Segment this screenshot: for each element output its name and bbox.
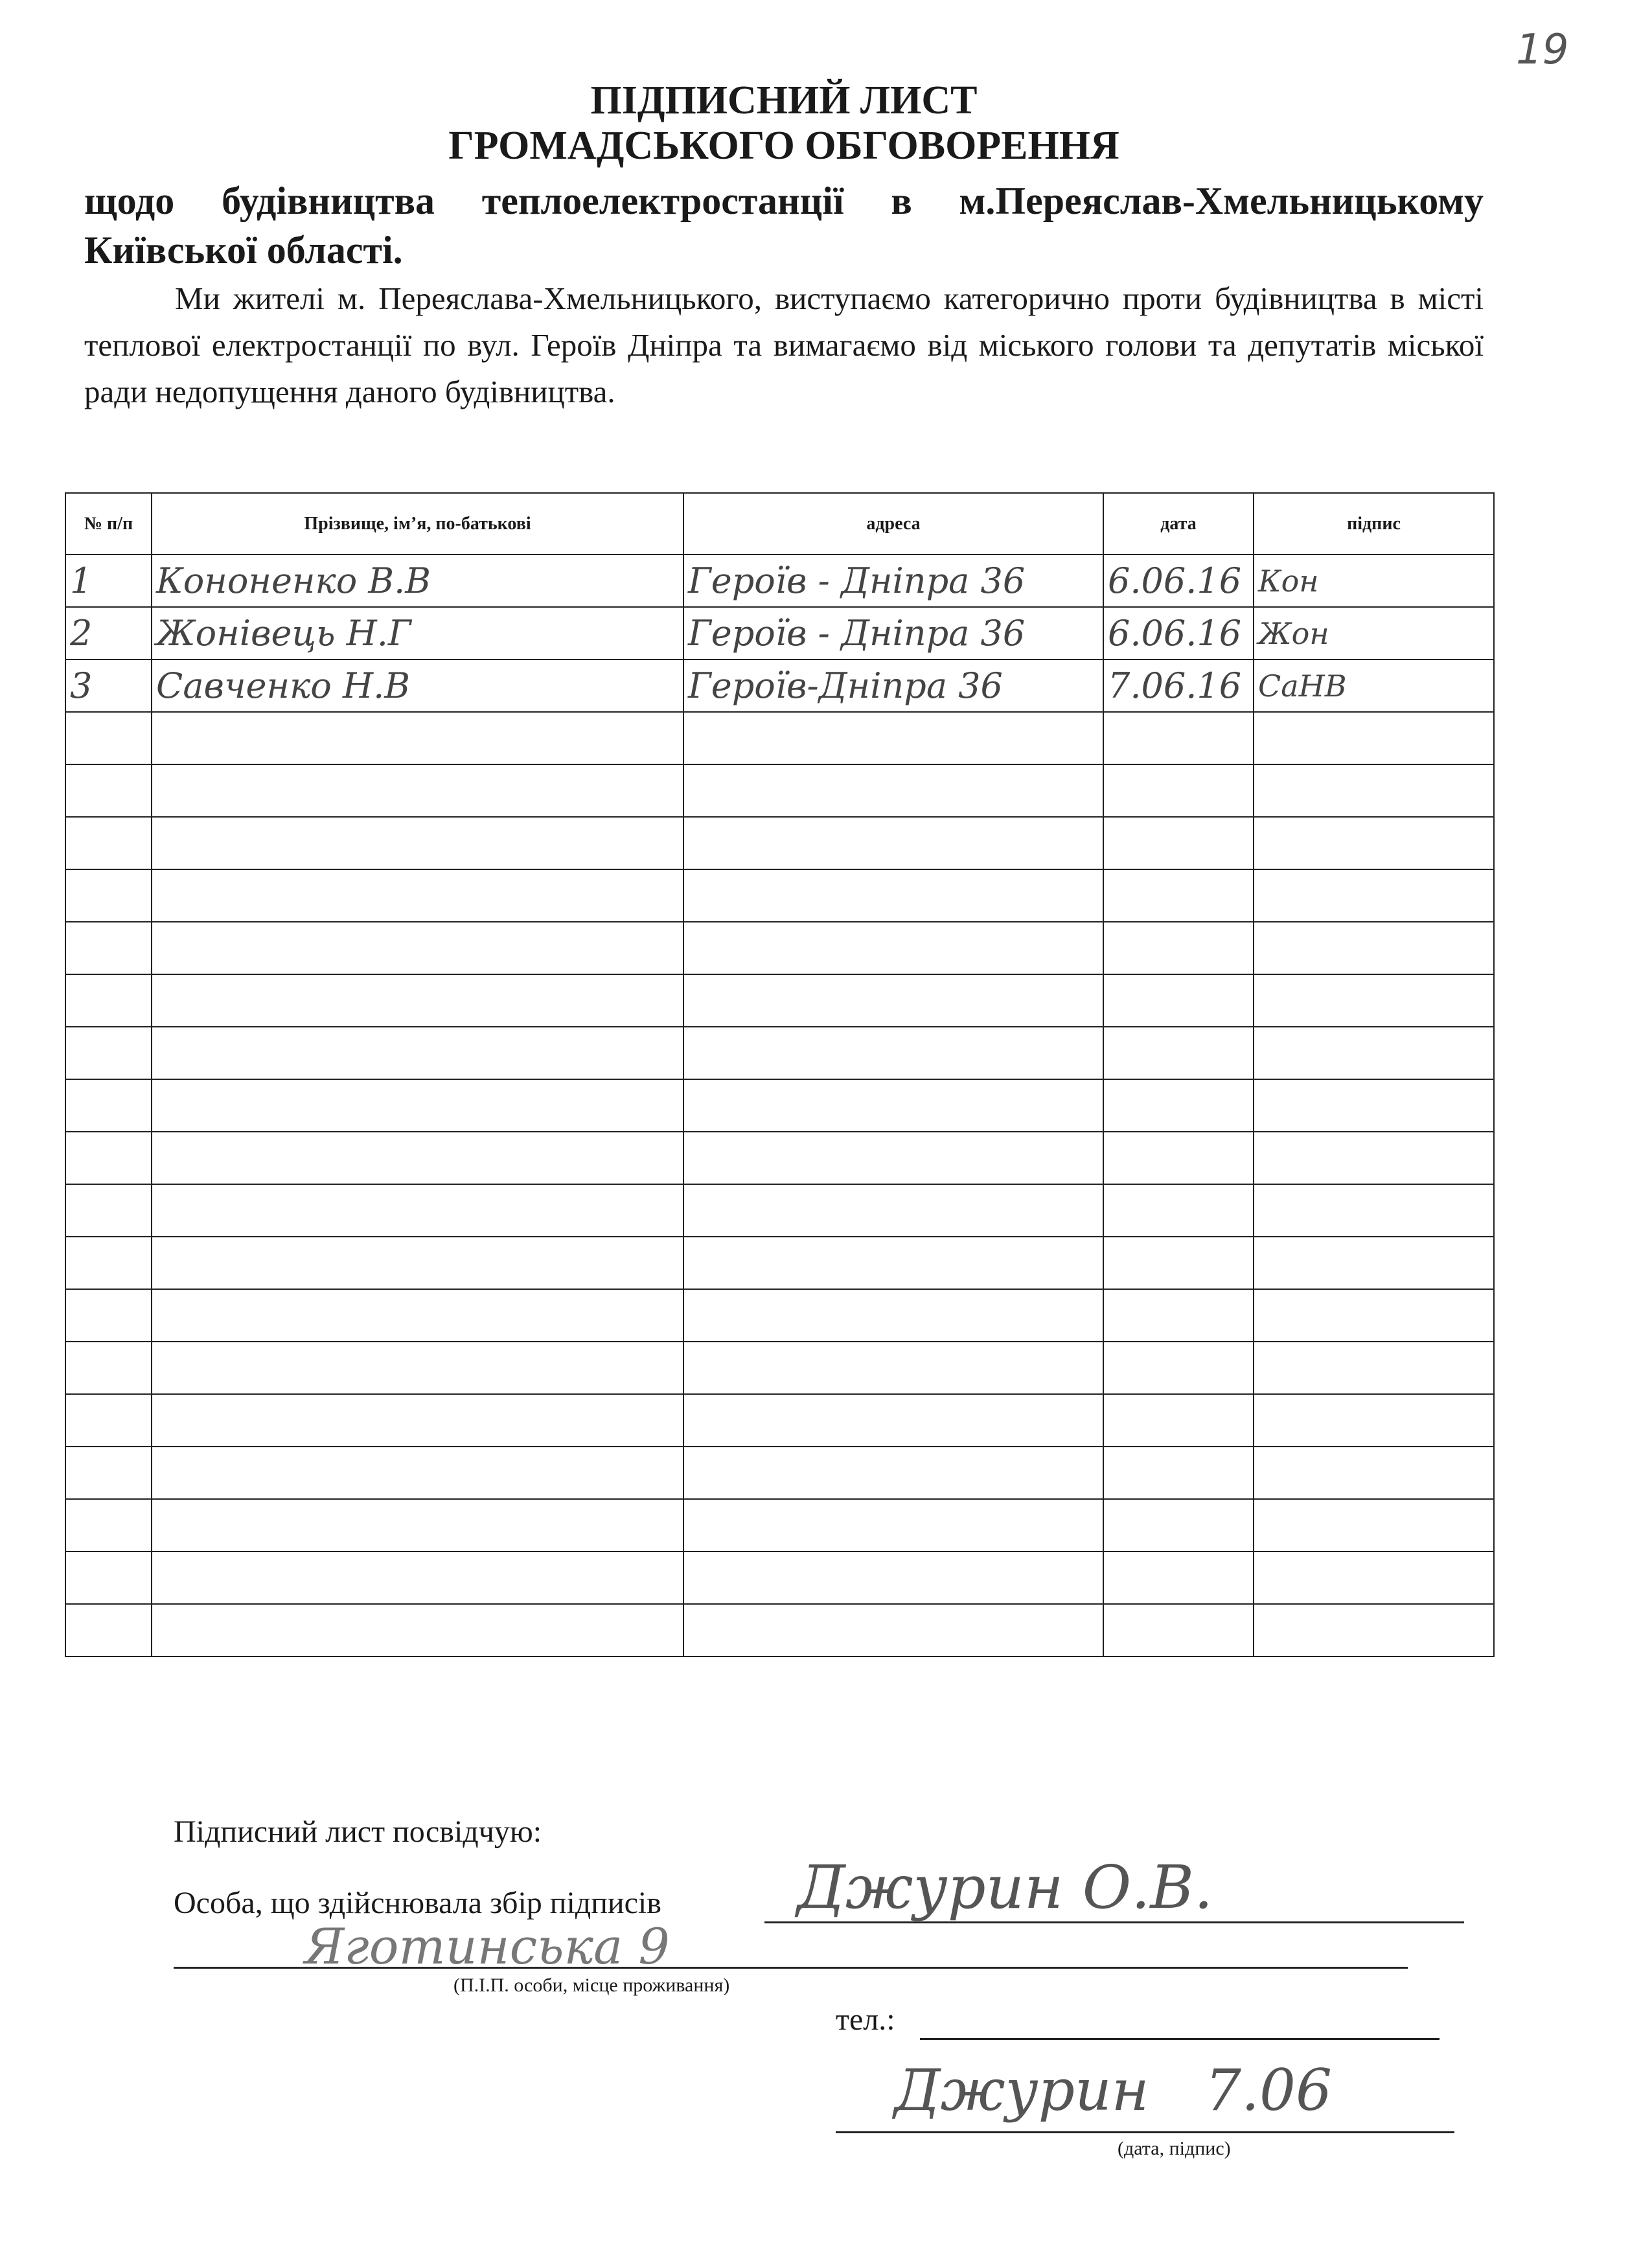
table-row [65, 1027, 1494, 1079]
row-date [1103, 869, 1254, 922]
row-signature [1254, 974, 1494, 1027]
petition-text: Ми жителі м. Переяслава-Хмельницького, виступаємо категорично проти будівництва в місті теплової електростанції по вул. Героїв Дніпра та вимагаємо від міського голови та депутатів міської ради недопущення даного будівництва. [84, 281, 1484, 409]
row-signature [1254, 869, 1494, 922]
row-num [65, 1079, 152, 1132]
row-num [65, 1552, 152, 1604]
row-name: Кононенко В.В [152, 555, 683, 607]
row-num [65, 922, 152, 974]
row-address [683, 817, 1103, 869]
page-number: 19 [1516, 26, 1569, 74]
row-signature: Кон [1254, 555, 1494, 607]
row-date [1103, 817, 1254, 869]
row-name [152, 869, 683, 922]
header-address: адреса [683, 493, 1103, 555]
document-title: ПІДПИСНИЙ ЛИСТ [590, 78, 978, 122]
table-row [65, 1237, 1494, 1289]
row-date [1103, 764, 1254, 817]
table-row [65, 974, 1494, 1027]
table-row [65, 1499, 1494, 1552]
row-name [152, 1027, 683, 1079]
table-row [65, 1289, 1494, 1342]
row-address [683, 1237, 1103, 1289]
row-address: Героїв-Дніпра 36 [683, 659, 1103, 712]
row-num [65, 1027, 152, 1079]
row-num [65, 764, 152, 817]
row-address [683, 1342, 1103, 1394]
row-address [683, 1027, 1103, 1079]
table-row [65, 1342, 1494, 1394]
row-name: Жонівець Н.Г [152, 607, 683, 659]
row-address [683, 1447, 1103, 1499]
row-address [683, 1184, 1103, 1237]
row-name [152, 1132, 683, 1184]
pip-caption: (П.І.П. особи, місце проживання) [453, 1975, 730, 1996]
row-num [65, 1604, 152, 1656]
row-date [1103, 1604, 1254, 1656]
signature-handwritten: Джурин [894, 2057, 1149, 2124]
row-address [683, 712, 1103, 764]
row-name [152, 1604, 683, 1656]
collector-label: Особа, що здійснювала збір підписів [174, 1886, 661, 1920]
row-date [1103, 1132, 1254, 1184]
row-address [683, 1132, 1103, 1184]
row-date [1103, 1184, 1254, 1237]
table-row [65, 869, 1494, 922]
row-name [152, 1447, 683, 1499]
row-num [65, 1132, 152, 1184]
row-signature [1254, 712, 1494, 764]
row-num [65, 712, 152, 764]
date-sign-line [836, 2131, 1454, 2133]
row-date [1103, 1342, 1254, 1394]
collector-handwritten: Джурин О.В. [797, 1853, 1213, 1922]
row-signature [1254, 1394, 1494, 1447]
row-signature [1254, 1447, 1494, 1499]
row-num [65, 869, 152, 922]
row-address [683, 1394, 1103, 1447]
row-num [65, 1342, 152, 1394]
row-name [152, 1079, 683, 1132]
phone-label: тел.: [836, 2002, 895, 2037]
row-name [152, 974, 683, 1027]
row-signature [1254, 1237, 1494, 1289]
row-signature [1254, 1342, 1494, 1394]
row-date [1103, 1079, 1254, 1132]
row-date [1103, 1027, 1254, 1079]
row-num [65, 1447, 152, 1499]
header-date: дата [1103, 493, 1254, 555]
table-row [65, 1079, 1494, 1132]
row-date: 6.06.16 [1103, 555, 1254, 607]
row-signature [1254, 817, 1494, 869]
row-num [65, 1499, 152, 1552]
table-row [65, 659, 1494, 712]
row-address [683, 1289, 1103, 1342]
row-date [1103, 1237, 1254, 1289]
row-signature [1254, 1079, 1494, 1132]
row-signature [1254, 1289, 1494, 1342]
row-num [65, 974, 152, 1027]
header-name: Прізвище, ім’я, по-батькові [152, 493, 683, 555]
row-date [1103, 922, 1254, 974]
signature-table [65, 492, 1495, 1657]
row-address [683, 1604, 1103, 1656]
phone-line [920, 2038, 1440, 2040]
row-signature [1254, 1027, 1494, 1079]
table-row [65, 817, 1494, 869]
row-name [152, 1499, 683, 1552]
row-num [65, 817, 152, 869]
row-address [683, 922, 1103, 974]
table-row [65, 1394, 1494, 1447]
table-row [65, 1184, 1494, 1237]
row-num [65, 1394, 152, 1447]
header-signature: підпис [1254, 493, 1494, 555]
row-name [152, 1394, 683, 1447]
table-row [65, 712, 1494, 764]
row-num [65, 1289, 152, 1342]
row-name [152, 1237, 683, 1289]
date-sign-caption: (дата, підпис) [1118, 2138, 1231, 2159]
row-name [152, 1184, 683, 1237]
row-date [1103, 1289, 1254, 1342]
row-address [683, 869, 1103, 922]
row-signature: СаНВ [1254, 659, 1494, 712]
row-address [683, 764, 1103, 817]
date-handwritten: 7.06 [1205, 2057, 1332, 2124]
row-date [1103, 712, 1254, 764]
row-date: 6.06.16 [1103, 607, 1254, 659]
row-signature [1254, 1132, 1494, 1184]
row-signature [1254, 1604, 1494, 1656]
row-name: Савченко Н.В [152, 659, 683, 712]
document-subtitle: щодо будівництва теплоелектростанції в м.Переяслав-Хмельницькому Київської області. [84, 179, 1484, 271]
table-row [65, 607, 1494, 659]
table-row [65, 555, 1494, 607]
row-address: Героїв - Дніпра 36 [683, 555, 1103, 607]
row-name [152, 922, 683, 974]
table-row [65, 1604, 1494, 1656]
row-address: Героїв - Дніпра 36 [683, 607, 1103, 659]
row-signature [1254, 1184, 1494, 1237]
row-address [683, 1499, 1103, 1552]
row-signature [1254, 1552, 1494, 1604]
row-num: 2 [65, 607, 152, 659]
table-header-row [65, 493, 1494, 555]
row-name [152, 817, 683, 869]
row-signature [1254, 922, 1494, 974]
row-num [65, 1237, 152, 1289]
residence-handwritten: Яготинська 9 [304, 1918, 670, 1975]
document-title-line2: ГРОМАДСЬКОГО ОБГОВОРЕННЯ [448, 124, 1119, 168]
table-row [65, 1447, 1494, 1499]
row-num [65, 1184, 152, 1237]
row-address [683, 974, 1103, 1027]
row-name [152, 764, 683, 817]
row-name [152, 712, 683, 764]
row-name [152, 1289, 683, 1342]
row-signature: Жон [1254, 607, 1494, 659]
row-date [1103, 1499, 1254, 1552]
row-signature [1254, 1499, 1494, 1552]
row-signature [1254, 764, 1494, 817]
header-num: № п/п [65, 493, 152, 555]
table-row [65, 1552, 1494, 1604]
table-row [65, 1132, 1494, 1184]
table-row [65, 922, 1494, 974]
row-date: 7.06.16 [1103, 659, 1254, 712]
certify-label: Підписний лист посвідчую: [174, 1815, 542, 1849]
row-date [1103, 1394, 1254, 1447]
row-address [683, 1552, 1103, 1604]
row-date [1103, 974, 1254, 1027]
row-address [683, 1079, 1103, 1132]
row-name [152, 1342, 683, 1394]
row-date [1103, 1447, 1254, 1499]
row-date [1103, 1552, 1254, 1604]
row-num: 1 [65, 555, 152, 607]
row-num: 3 [65, 659, 152, 712]
table-row [65, 764, 1494, 817]
row-name [152, 1552, 683, 1604]
